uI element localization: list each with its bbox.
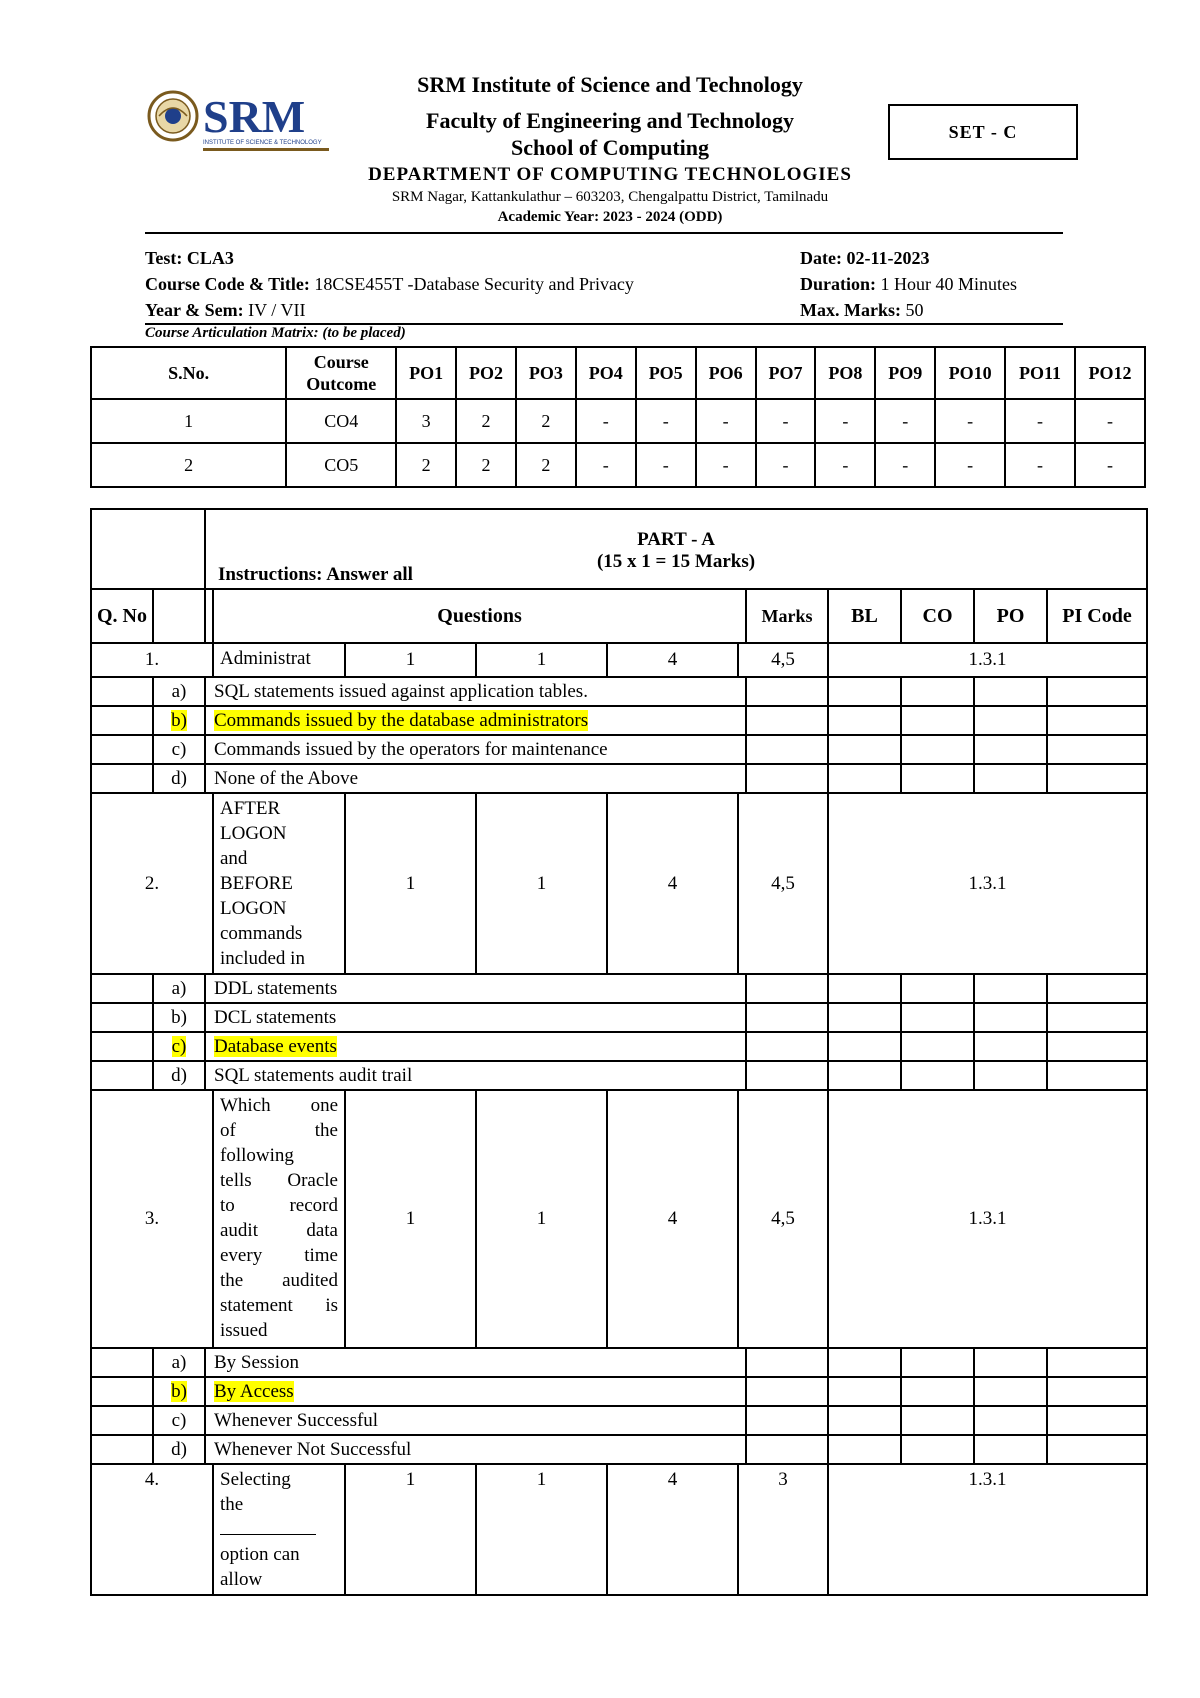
cam-title: Course Articulation Matrix: (to be placed) xyxy=(145,325,406,341)
empty-cell xyxy=(746,706,828,735)
empty-cell xyxy=(746,1061,828,1090)
empty-cell xyxy=(828,735,901,764)
question-line: tells Oracle xyxy=(220,1170,338,1191)
empty-cell xyxy=(974,1435,1047,1464)
question-marks: 1 xyxy=(345,1464,476,1595)
col-header-qno: Q. No xyxy=(91,589,153,643)
cam-cell: CO5 xyxy=(286,443,396,487)
option-gutter xyxy=(91,1003,153,1032)
question-bl: 1 xyxy=(476,643,607,677)
empty-cell xyxy=(974,1003,1047,1032)
question-line: and xyxy=(220,848,248,869)
cam-cell: 2 xyxy=(516,399,576,443)
correct-answer-text: By Access xyxy=(214,1380,294,1402)
option-letter: d) xyxy=(153,1435,205,1464)
question-bl: 1 xyxy=(476,1090,607,1348)
cam-cell: - xyxy=(1075,443,1145,487)
question-row xyxy=(91,1464,1147,1595)
option-letter: d) xyxy=(153,764,205,793)
option-row xyxy=(91,1406,1147,1435)
question-number: 2. xyxy=(91,793,213,974)
question-line: LOGON xyxy=(220,823,287,844)
test-value: CLA3 xyxy=(186,248,234,268)
option-gutter xyxy=(91,1348,153,1377)
question-number: 1. xyxy=(91,643,213,677)
cam-cell: - xyxy=(756,443,816,487)
question-pi: 1.3.1 xyxy=(828,1090,1147,1348)
question-line: every time xyxy=(220,1245,338,1266)
empty-cell xyxy=(901,706,974,735)
option-text xyxy=(205,1032,746,1061)
empty-cell xyxy=(1047,1348,1147,1377)
empty-cell xyxy=(828,1061,901,1090)
cam-cell: - xyxy=(875,399,935,443)
test-label: Test: xyxy=(145,248,183,268)
question-bl: 1 xyxy=(476,793,607,974)
logo-text: SRM xyxy=(203,91,306,142)
empty-cell xyxy=(1047,1032,1147,1061)
cam-row xyxy=(91,399,1145,443)
question-marks: 1 xyxy=(345,643,476,677)
empty-cell xyxy=(974,1061,1047,1090)
option-text-value: Whenever Successful xyxy=(214,1409,379,1431)
option-text-value: None of the Above xyxy=(214,767,359,789)
question-text: Administrat xyxy=(213,643,345,677)
question-co: 4 xyxy=(607,643,738,677)
institute-name: SRM Institute of Science and Technology xyxy=(417,72,803,97)
part-a-title: PART - A xyxy=(637,529,715,550)
option-text-value: SQL statements issued against application tables. xyxy=(214,680,588,702)
option-text xyxy=(205,974,746,1003)
empty-cell xyxy=(1047,764,1147,793)
cam-header-po6: PO6 xyxy=(696,347,756,399)
question-row xyxy=(91,793,1147,974)
fill-in-blank xyxy=(220,1521,316,1535)
cam-cell: - xyxy=(815,399,875,443)
empty-cell xyxy=(974,1406,1047,1435)
option-text-value: DCL statements xyxy=(214,1006,337,1028)
option-row xyxy=(91,1348,1147,1377)
option-row xyxy=(91,974,1147,1003)
cam-cell: 1 xyxy=(91,399,286,443)
col-header-questions: Questions xyxy=(213,589,746,643)
option-letter-highlighted: c) xyxy=(171,1035,187,1057)
empty-cell xyxy=(974,974,1047,1003)
option-gutter xyxy=(91,1032,153,1061)
empty-cell xyxy=(746,1348,828,1377)
cam-cell: 2 xyxy=(456,399,516,443)
option-text-value: DDL statements xyxy=(214,977,338,999)
option-text xyxy=(205,677,746,706)
max-marks-value: 50 xyxy=(905,300,924,320)
cam-cell: - xyxy=(636,399,696,443)
empty-cell xyxy=(901,735,974,764)
address: SRM Nagar, Kattankulathur – 603203, Chengalpattu District, Tamilnadu xyxy=(391,189,829,205)
question-po: 3 xyxy=(738,1464,828,1595)
option-letter xyxy=(153,1377,205,1406)
date-field xyxy=(800,248,929,269)
cam-cell: - xyxy=(576,399,636,443)
cam-header-po8: PO8 xyxy=(815,347,875,399)
option-letter: a) xyxy=(153,974,205,1003)
cam-cell: - xyxy=(1005,443,1075,487)
col-header-po: PO xyxy=(974,589,1047,643)
max-marks-field xyxy=(800,300,923,321)
duration-field xyxy=(800,274,1017,295)
course-articulation-matrix xyxy=(90,346,1146,488)
empty-cell xyxy=(1047,1435,1147,1464)
empty-cell xyxy=(828,1377,901,1406)
option-text-value: SQL statements audit trail xyxy=(214,1064,413,1086)
empty-cell xyxy=(1047,706,1147,735)
option-gutter xyxy=(91,974,153,1003)
empty-cell xyxy=(746,974,828,1003)
part-a-table xyxy=(90,508,1148,1596)
option-gutter xyxy=(91,677,153,706)
empty-cell xyxy=(828,1406,901,1435)
cam-header-po9: PO9 xyxy=(875,347,935,399)
question-pi: 1.3.1 xyxy=(828,793,1147,974)
cam-header-po2: PO2 xyxy=(456,347,516,399)
question-pi: 1.3.1 xyxy=(828,643,1147,677)
option-gutter xyxy=(91,1377,153,1406)
cam-cell: - xyxy=(1005,399,1075,443)
correct-answer-text: Commands issued by the database administrators xyxy=(214,709,589,731)
empty-cell xyxy=(828,1032,901,1061)
duration-label: Duration: xyxy=(800,274,876,294)
question-blank xyxy=(220,1517,338,1542)
option-text xyxy=(205,735,746,764)
option-row xyxy=(91,1061,1147,1090)
course-label: Course Code & Title: xyxy=(145,274,310,294)
empty-cell xyxy=(1047,1061,1147,1090)
option-row xyxy=(91,1435,1147,1464)
part-a-title-row xyxy=(91,509,1147,589)
empty-cell xyxy=(974,1377,1047,1406)
question-line: audit data xyxy=(220,1220,338,1241)
option-row xyxy=(91,677,1147,706)
part-a-instructions: Instructions: Answer all xyxy=(218,564,413,585)
empty-cell xyxy=(828,764,901,793)
cam-header-sno: S.No. xyxy=(91,347,286,399)
cam-header-co: Course Outcome xyxy=(286,347,396,399)
option-text-value: Whenever Not Successful xyxy=(214,1438,412,1460)
question-line: option can xyxy=(220,1544,300,1565)
empty-cell xyxy=(901,1061,974,1090)
option-row xyxy=(91,764,1147,793)
cam-cell: - xyxy=(756,399,816,443)
option-text xyxy=(205,1406,746,1435)
set-box xyxy=(888,104,1078,160)
option-text xyxy=(205,764,746,793)
question-marks: 1 xyxy=(345,1090,476,1348)
empty-cell xyxy=(901,1377,974,1406)
col-header-co: CO xyxy=(901,589,974,643)
empty-cell xyxy=(901,1032,974,1061)
question-bl: 1 xyxy=(476,1464,607,1595)
empty-cell xyxy=(828,1003,901,1032)
empty-cell xyxy=(746,764,828,793)
question-text xyxy=(213,1090,345,1348)
empty-cell xyxy=(901,1435,974,1464)
school-name: School of Computing xyxy=(510,135,710,160)
empty-cell xyxy=(1047,1003,1147,1032)
question-line: AFTER xyxy=(220,798,281,819)
question-line: included in xyxy=(220,948,305,969)
question-row xyxy=(91,643,1147,677)
question-line: Selecting xyxy=(220,1469,291,1490)
empty-cell xyxy=(828,974,901,1003)
empty-cell xyxy=(746,1435,828,1464)
option-text xyxy=(205,1003,746,1032)
empty-cell xyxy=(828,1348,901,1377)
part-a-marks: (15 x 1 = 15 Marks) xyxy=(596,551,756,572)
date-label: Date: xyxy=(800,248,842,268)
option-letter: c) xyxy=(153,735,205,764)
empty-cell xyxy=(974,1032,1047,1061)
cam-header-po11: PO11 xyxy=(1005,347,1075,399)
question-marks: 1 xyxy=(345,793,476,974)
option-text xyxy=(205,1348,746,1377)
option-gutter xyxy=(91,1061,153,1090)
question-line: BEFORE xyxy=(220,873,293,894)
cam-cell: - xyxy=(935,399,1005,443)
cam-cell: - xyxy=(696,443,756,487)
empty-cell xyxy=(1047,1377,1147,1406)
empty-cell xyxy=(901,764,974,793)
question-row xyxy=(91,1090,1147,1348)
option-letter-highlighted: b) xyxy=(171,1380,187,1402)
question-line: allow xyxy=(220,1569,263,1590)
cam-header-po1: PO1 xyxy=(396,347,456,399)
question-text xyxy=(213,1464,345,1595)
option-row-correct xyxy=(91,1377,1147,1406)
cam-cell: - xyxy=(576,443,636,487)
empty-cell xyxy=(1047,1406,1147,1435)
question-line: statement is xyxy=(220,1295,338,1316)
empty-cell xyxy=(828,1435,901,1464)
empty-cell xyxy=(901,1348,974,1377)
empty-cell xyxy=(746,1406,828,1435)
cam-cell: - xyxy=(935,443,1005,487)
col-header-marks: Marks xyxy=(746,589,828,643)
question-line: Which one xyxy=(220,1095,338,1116)
empty-cell xyxy=(1047,735,1147,764)
question-co: 4 xyxy=(607,1090,738,1348)
option-letter xyxy=(153,706,205,735)
col-header-pi: PI Code xyxy=(1047,589,1147,643)
header-divider xyxy=(145,232,1063,234)
department-name: DEPARTMENT OF COMPUTING TECHNOLOGIES xyxy=(368,164,852,185)
cam-header-row xyxy=(91,347,1145,399)
empty-cell xyxy=(974,735,1047,764)
cam-cell: 2 xyxy=(516,443,576,487)
empty-cell xyxy=(746,1003,828,1032)
cam-cell: - xyxy=(875,443,935,487)
cam-header-po7: PO7 xyxy=(756,347,816,399)
empty-cell xyxy=(746,735,828,764)
option-gutter xyxy=(91,706,153,735)
question-line: of the xyxy=(220,1120,338,1141)
option-gutter xyxy=(91,735,153,764)
question-number: 4. xyxy=(91,1464,213,1595)
year-field xyxy=(145,300,305,321)
option-letter: a) xyxy=(153,1348,205,1377)
cam-cell: 2 xyxy=(91,443,286,487)
question-pi: 1.3.1 xyxy=(828,1464,1147,1595)
empty-cell xyxy=(746,1377,828,1406)
option-row-correct xyxy=(91,706,1147,735)
empty-cell xyxy=(828,677,901,706)
correct-answer-text: Database events xyxy=(214,1035,337,1057)
question-number: 3. xyxy=(91,1090,213,1348)
question-po: 4,5 xyxy=(738,643,828,677)
academic-year: Academic Year: 2023 - 2024 (ODD) xyxy=(497,209,723,225)
option-gutter xyxy=(91,1435,153,1464)
option-row-correct xyxy=(91,1032,1147,1061)
cam-header-po12: PO12 xyxy=(1075,347,1145,399)
duration-value: 1 Hour 40 Minutes xyxy=(880,274,1017,294)
empty-cell xyxy=(828,706,901,735)
empty-cell xyxy=(974,764,1047,793)
question-line: commands xyxy=(220,923,303,944)
question-line: issued xyxy=(220,1320,268,1341)
part-a-blank xyxy=(91,509,205,589)
cam-cell: 2 xyxy=(396,443,456,487)
empty-cell xyxy=(901,1406,974,1435)
date-value: 02-11-2023 xyxy=(846,248,930,268)
option-letter xyxy=(153,1032,205,1061)
cam-cell: - xyxy=(1075,399,1145,443)
question-co: 4 xyxy=(607,793,738,974)
cam-header-po5: PO5 xyxy=(636,347,696,399)
option-text-value: Commands issued by the operators for maintenance xyxy=(214,738,608,760)
test-field xyxy=(145,248,234,269)
option-text xyxy=(205,1061,746,1090)
col-header-blank xyxy=(153,589,205,643)
empty-cell xyxy=(1047,677,1147,706)
empty-cell xyxy=(1047,974,1147,1003)
question-line: to record xyxy=(220,1195,338,1216)
option-letter: c) xyxy=(153,1406,205,1435)
empty-cell xyxy=(746,1032,828,1061)
set-label: SET - C xyxy=(948,121,1018,142)
faculty-name: Faculty of Engineering and Technology xyxy=(426,108,794,133)
question-text xyxy=(213,793,345,974)
option-text xyxy=(205,706,746,735)
col-header-bl: BL xyxy=(828,589,901,643)
year-value: IV / VII xyxy=(248,300,306,320)
max-marks-label: Max. Marks: xyxy=(800,300,901,320)
option-letter-highlighted: b) xyxy=(171,709,187,731)
cam-cell: - xyxy=(696,399,756,443)
question-line: LOGON xyxy=(220,898,287,919)
empty-cell xyxy=(901,974,974,1003)
cam-cell: - xyxy=(636,443,696,487)
empty-cell xyxy=(901,677,974,706)
option-gutter xyxy=(91,764,153,793)
course-value: 18CSE455T -Database Security and Privacy xyxy=(314,274,634,294)
option-text-value: By Session xyxy=(214,1351,299,1373)
cam-header-po4: PO4 xyxy=(576,347,636,399)
option-gutter xyxy=(91,1406,153,1435)
question-line: the xyxy=(220,1494,244,1515)
year-label: Year & Sem: xyxy=(145,300,244,320)
cam-header-po10: PO10 xyxy=(935,347,1005,399)
part-a-column-header-row xyxy=(91,589,1147,643)
option-letter: d) xyxy=(153,1061,205,1090)
cam-cell: CO4 xyxy=(286,399,396,443)
cam-cell: - xyxy=(815,443,875,487)
question-line: the audited xyxy=(220,1270,338,1291)
course-field xyxy=(145,274,634,295)
option-letter: b) xyxy=(153,1003,205,1032)
empty-cell xyxy=(746,677,828,706)
cam-header-po3: PO3 xyxy=(516,347,576,399)
question-po: 4,5 xyxy=(738,793,828,974)
cam-row xyxy=(91,443,1145,487)
question-po: 4,5 xyxy=(738,1090,828,1348)
logo-subtext: INSTITUTE OF SCIENCE & TECHNOLOGY xyxy=(203,140,322,146)
empty-cell xyxy=(974,706,1047,735)
question-co: 4 xyxy=(607,1464,738,1595)
col-header-blank xyxy=(205,589,213,643)
option-text xyxy=(205,1377,746,1406)
cam-cell: 3 xyxy=(396,399,456,443)
empty-cell xyxy=(974,677,1047,706)
part-a-header xyxy=(205,509,1147,589)
empty-cell xyxy=(901,1003,974,1032)
option-letter: a) xyxy=(153,677,205,706)
option-text xyxy=(205,1435,746,1464)
cam-cell: 2 xyxy=(456,443,516,487)
question-line: following xyxy=(220,1145,294,1166)
option-row xyxy=(91,735,1147,764)
empty-cell xyxy=(974,1348,1047,1377)
option-row xyxy=(91,1003,1147,1032)
